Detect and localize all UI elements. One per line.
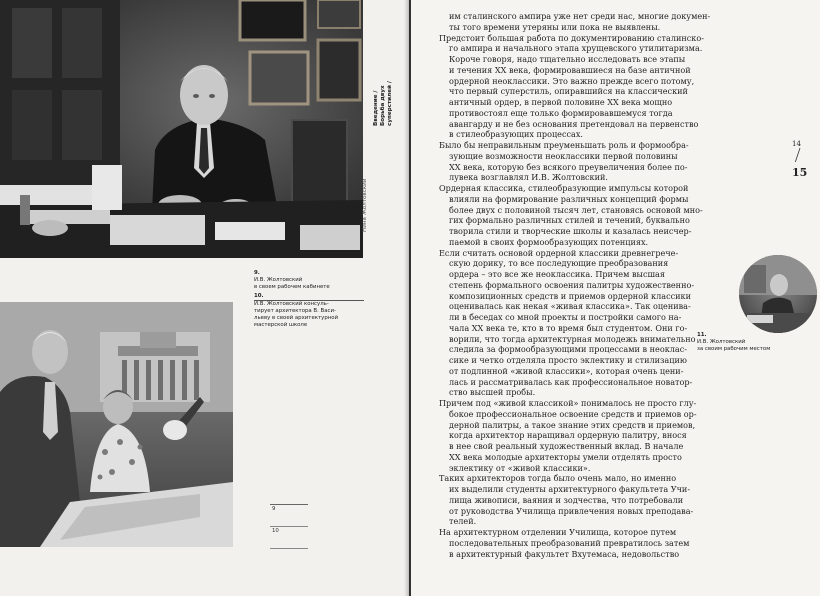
body-text-line: ство высшей пробы.: [449, 387, 536, 398]
body-text-line: паемой в своих формообразующих потенциях.: [449, 236, 649, 247]
body-text-line: от руководства Училища привлечения новых преподава-: [449, 505, 694, 516]
body-text-line: лища живописи, ваяния и зодчества, что потребовали: [449, 494, 684, 505]
body-text-line: ты того времени утеряны или пока не выявлены.: [449, 21, 661, 32]
caption-10-line-3: льеву в своей архитектурной: [254, 315, 339, 321]
body-text-line: им сталинского ампира уже нет среди нас, многие докумен-: [449, 11, 711, 21]
body-text-line: Было бы неправильным преуменьшать роль и формообра-: [439, 140, 689, 150]
photo-zholtovsky-study: [0, 0, 363, 258]
photo-zholtovsky-round: [739, 255, 817, 333]
photo-index-box: [270, 504, 308, 549]
body-text-line: телей.: [449, 516, 477, 527]
page-number-slash: [792, 144, 802, 162]
photo-zholtovsky-study-drawing: [0, 0, 363, 258]
caption-11-number: 11.: [697, 332, 707, 338]
body-text-line: противостоял еще только формировавшемуся тогда: [449, 107, 673, 118]
body-text-line: Короче говоря, надо тщательно исследовать все этапы: [449, 54, 686, 64]
caption-9: [254, 270, 364, 291]
body-text-line: ворили, что тогда архитектурная молодежь внимательно: [449, 333, 696, 344]
body-text-line: творила стили и творческие школы и казалась неисчер-: [449, 226, 692, 236]
body-text-line: ХХ века молодые архитекторы умели отделять просто: [449, 451, 682, 462]
caption-9-number: 9.: [254, 270, 260, 276]
body-text-line: в стилеобразующих процессах.: [449, 129, 583, 140]
body-text-line: Таких архитекторов тогда было очень мало, но именно: [439, 473, 677, 484]
body-text-line: следила за формообразующими процессами в неоклас-: [449, 344, 687, 355]
body-text-line: авангарду и не без основания претендовал на первенство: [449, 118, 699, 129]
body-text-line: бокое профессиональное освоение средств и приемов ор-: [449, 408, 697, 419]
caption-10-line-2: тирует архитектора В. Васи-: [254, 308, 336, 314]
caption-9-line-1: И.В. Жолтовский: [254, 277, 303, 283]
body-text-line: Ордерная классика, стилеобразующие импульсы которой: [439, 183, 689, 193]
body-text-line: ли в беседах со мной проекты и постройки самого на-: [449, 312, 682, 322]
body-text-line: Причем под «живой классикой» понималось не просто глу-: [439, 398, 697, 408]
body-text-line: когда архитектор наращивал ордерную палитру, внося: [449, 430, 687, 441]
body-text-line: Если считать основой ордерной классики древнегрече-: [439, 247, 679, 258]
body-text-line: скую дорику, то все последующие преобразования: [449, 258, 669, 269]
body-text-line: На архитектурном отделении Училища, которое путем: [439, 527, 677, 537]
body-text-line: лась и рассматривалась как профессиональное новатор-: [449, 376, 693, 387]
caption-11-line-2: за своим рабочим местом: [697, 346, 771, 352]
body-text-line: лувека возглавлял И.В. Жолтовский.: [449, 172, 608, 183]
caption-11: [697, 332, 807, 353]
body-text-line: влияли на формирование различных концепций формы: [449, 193, 689, 204]
body-text-line: го ампира и начального этапа хрущевского утилитаризма.: [449, 43, 703, 54]
left-page: [0, 0, 409, 596]
body-text-line: степень формального освоения палитры художественно-: [449, 279, 695, 290]
photo-consultation-drawing: [0, 302, 233, 547]
caption-10-line-1: И.В. Жолтовский консуль-: [254, 300, 364, 308]
body-text-line: последовательных преобразований превратилось затем: [449, 537, 690, 548]
running-head-title: Введение / Борьба двух суперстилей /: [373, 81, 393, 126]
body-text-line: ХХ века, которую без всякого преувеличения более по-: [449, 161, 688, 172]
body-text-line: в нее свой реальный художественный вклад. В начале: [449, 441, 684, 451]
body-text-line: их выделили студенты архитектурного факультета Учи-: [449, 484, 691, 494]
caption-11-line-1: И.В. Жолтовский: [697, 339, 746, 345]
body-text-line: более двух с половиной тысяч лет, становясь основой мно-: [449, 204, 703, 215]
body-text-line: Предстоит большая работа по документированию сталинско-: [439, 32, 704, 43]
caption-10: [254, 293, 364, 329]
body-text-line: зующие возможности неоклассики первой половины: [449, 150, 678, 161]
body-text-line: сике и четко отделяла просто эклектику и стилизацию: [449, 355, 687, 365]
photo-zholtovsky-round-drawing: [739, 255, 817, 333]
photo-consultation: [0, 302, 233, 547]
body-text-line: ордерной неоклассики. Это важно прежде всего потому,: [449, 75, 695, 86]
page-number-right: 15: [792, 166, 808, 179]
caption-9-line-2: в своем рабочем кабинете: [254, 284, 330, 290]
photo-index-10: 10: [270, 527, 308, 549]
body-text-line: в архитектурный факультет Вхутемаса, недовольство: [449, 548, 680, 559]
body-text-line: ордера – это все же неоклассика. Причем высшая: [449, 269, 665, 279]
body-text-line: что первый суперстиль, опиравшийся на классический: [449, 86, 688, 97]
photo-index-9: 9: [270, 505, 308, 527]
running-head-author: Нина Жолтовский: [362, 178, 368, 232]
caption-10-number: 10.: [254, 293, 264, 299]
body-text-line: чала ХХ века те, кто в то время был студентом. Они го-: [449, 322, 688, 333]
body-text-line: и течения ХХ века, формировавшиеся на базе античной: [449, 64, 691, 75]
body-text-line: античный ордер, в первой половине ХХ века мощно: [449, 97, 673, 107]
body-text-line: гих формально различных стилей и течений, буквально: [449, 215, 690, 226]
body-text-line: от подлинной «живой классики», которая очень цени-: [449, 365, 684, 376]
body-text-line: эклектику от «живой классики».: [449, 462, 591, 473]
body-text-line: оценивалась как некая «живая классика». Так оценива-: [449, 301, 691, 312]
body-text-line: композиционных средств и приемов ордерной классики: [449, 290, 691, 301]
body-text-line: дерной палитры, а такое знание этих средств и приемов,: [449, 419, 696, 430]
page-number-left: 14: [792, 140, 801, 148]
caption-10-line-4: мастерской школе: [254, 322, 308, 328]
body-text-column: [439, 11, 711, 559]
